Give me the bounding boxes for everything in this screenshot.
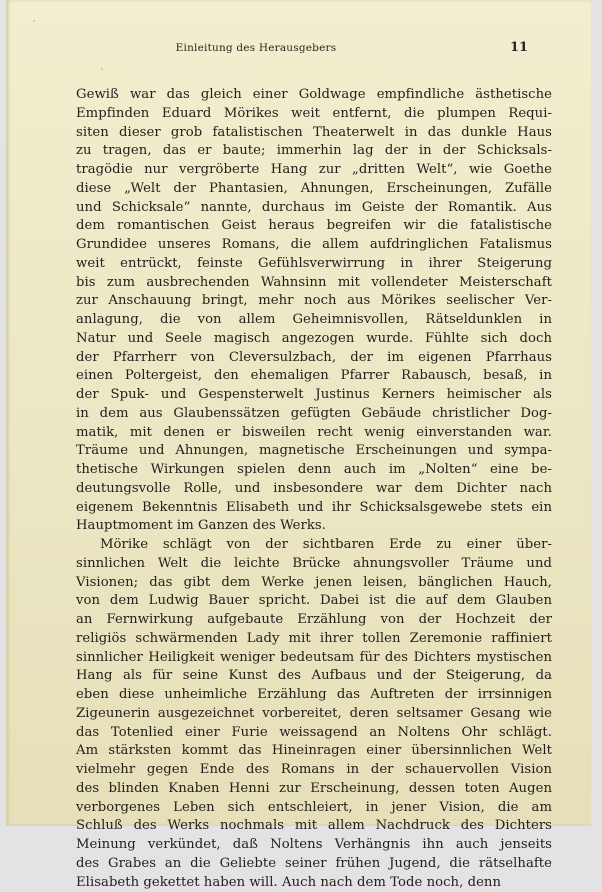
text-line: verborgenes Leben sich entschleiert, in jener Vision, die am — [76, 799, 552, 818]
text-line: Mörike schlägt von der sichtbaren Erde zu einer über- — [76, 536, 552, 555]
text-line: eben diese unheimliche Erzählung das Auftreten der irrsinnigen — [76, 686, 552, 705]
page-edge-shadow — [6, 0, 10, 826]
text-line: Visionen; das gibt dem Werke jenen leisen, bänglichen Hauch, — [76, 574, 552, 593]
text-line: der Pfarrherr von Cleversulzbach, der im eigenen Pfarrhaus — [76, 349, 552, 368]
text-line: Am stärksten kommt das Hineinragen einer übersinnlichen Welt — [76, 742, 552, 761]
text-line: zur Anschauung bringt, mehr noch aus Mörikes seelischer Ver- — [76, 292, 552, 311]
book-page — [6, 0, 591, 826]
text-line: Grundidee unseres Romans, die allem aufdringlichen Fatalismus — [76, 236, 552, 255]
text-line: deutungsvolle Rolle, und insbesondere war dem Dichter nach — [76, 480, 552, 499]
running-header — [6, 40, 591, 60]
text-line: Hauptmoment im Ganzen des Werks. — [76, 517, 552, 536]
text-line: anlagung, die von allem Geheimnisvollen, Rätseldunklen in — [76, 311, 552, 330]
text-line: Natur und Seele magisch angezogen wurde. Fühlte sich doch — [76, 330, 552, 349]
text-line: sinnlicher Heiligkeit weniger bedeutsam für des Dichters mystischen — [76, 649, 552, 668]
text-line: Empfinden Eduard Mörikes weit entfernt, die plumpen Requi- — [76, 105, 552, 124]
text-line: Meinung verkündet, daß Noltens Verhängnis ihn auch jenseits — [76, 836, 552, 855]
text-line: des Grabes an die Geliebte seiner frühen Jugend, die rätselhafte — [76, 855, 552, 874]
text-line: von dem Ludwig Bauer spricht. Dabei ist die auf dem Glauben — [76, 592, 552, 611]
text-line: weit entrückt, feinste Gefühlsverwirrung in ihrer Steigerung — [76, 255, 552, 274]
paragraph-1 — [76, 86, 552, 536]
text-line: Zigeunerin ausgezeichnet vorbereitet, deren seltsamer Gesang wie — [76, 705, 552, 724]
text-line: tragödie nur vergröberte Hang zur „dritten Welt“, wie Goethe — [76, 161, 552, 180]
text-line: in dem aus Glaubenssätzen gefügten Gebäude christlicher Dog- — [76, 405, 552, 424]
text-line: Gewiß war das gleich einer Goldwage empfindliche ästhetische — [76, 86, 552, 105]
running-title: Einleitung des Herausgebers — [6, 42, 506, 54]
text-line: eigenem Bekenntnis Elisabeth und ihr Schicksalsgewebe stets ein — [76, 499, 552, 518]
text-line: der Spuk- und Gespensterwelt Justinus Kerners heimischer als — [76, 386, 552, 405]
body-text — [76, 86, 552, 892]
text-line: siten dieser grob fatalistischen Theaterwelt in das dunkle Haus — [76, 124, 552, 143]
text-line: des blinden Knaben Henni zur Erscheinung, dessen toten Augen — [76, 780, 552, 799]
text-line: Träume und Ahnungen, magnetische Erscheinungen und sympa- — [76, 442, 552, 461]
text-line: dem romantischen Geist heraus begreifen wir die fatalistische — [76, 217, 552, 236]
paper-speck — [33, 20, 35, 22]
text-line: bis zum ausbrechenden Wahnsinn mit vollendeter Meisterschaft — [76, 274, 552, 293]
text-line: das Totenlied einer Furie weissagend an Noltens Ohr schlägt. — [76, 724, 552, 743]
text-line: Schluß des Werks nochmals mit allem Nachdruck des Dichters — [76, 817, 552, 836]
text-line: sinnlichen Welt die leichte Brücke ahnungsvoller Träume und — [76, 555, 552, 574]
text-line: zu tragen, das er baute; immerhin lag der in der Schicksals- — [76, 142, 552, 161]
text-line: Hang als für seine Kunst des Aufbaus und der Steigerung, da — [76, 667, 552, 686]
page-number: 11 — [510, 40, 528, 55]
text-line: diese „Welt der Phantasien, Ahnungen, Erscheinungen, Zufälle — [76, 180, 552, 199]
text-line: einen Poltergeist, den ehemaligen Pfarrer Rabausch, besaß, in — [76, 367, 552, 386]
text-line: Elisabeth gekettet haben will. Auch nach dem Tode noch, denn — [76, 874, 552, 892]
text-line: religiös schwärmenden Lady mit ihrer tollen Zeremonie raffiniert — [76, 630, 552, 649]
text-line: thetische Wirkungen spielen denn auch im „Nolten“ eine be- — [76, 461, 552, 480]
paper-speck — [101, 68, 103, 70]
text-line: und Schicksale“ nannte, durchaus im Geiste der Romantik. Aus — [76, 199, 552, 218]
text-line: an Fernwirkung aufgebaute Erzählung von der Hochzeit der — [76, 611, 552, 630]
paragraph-2 — [76, 536, 552, 892]
text-line: matik, mit denen er bisweilen recht wenig einverstanden war. — [76, 424, 552, 443]
text-line: vielmehr gegen Ende des Romans in der schauervollen Vision — [76, 761, 552, 780]
